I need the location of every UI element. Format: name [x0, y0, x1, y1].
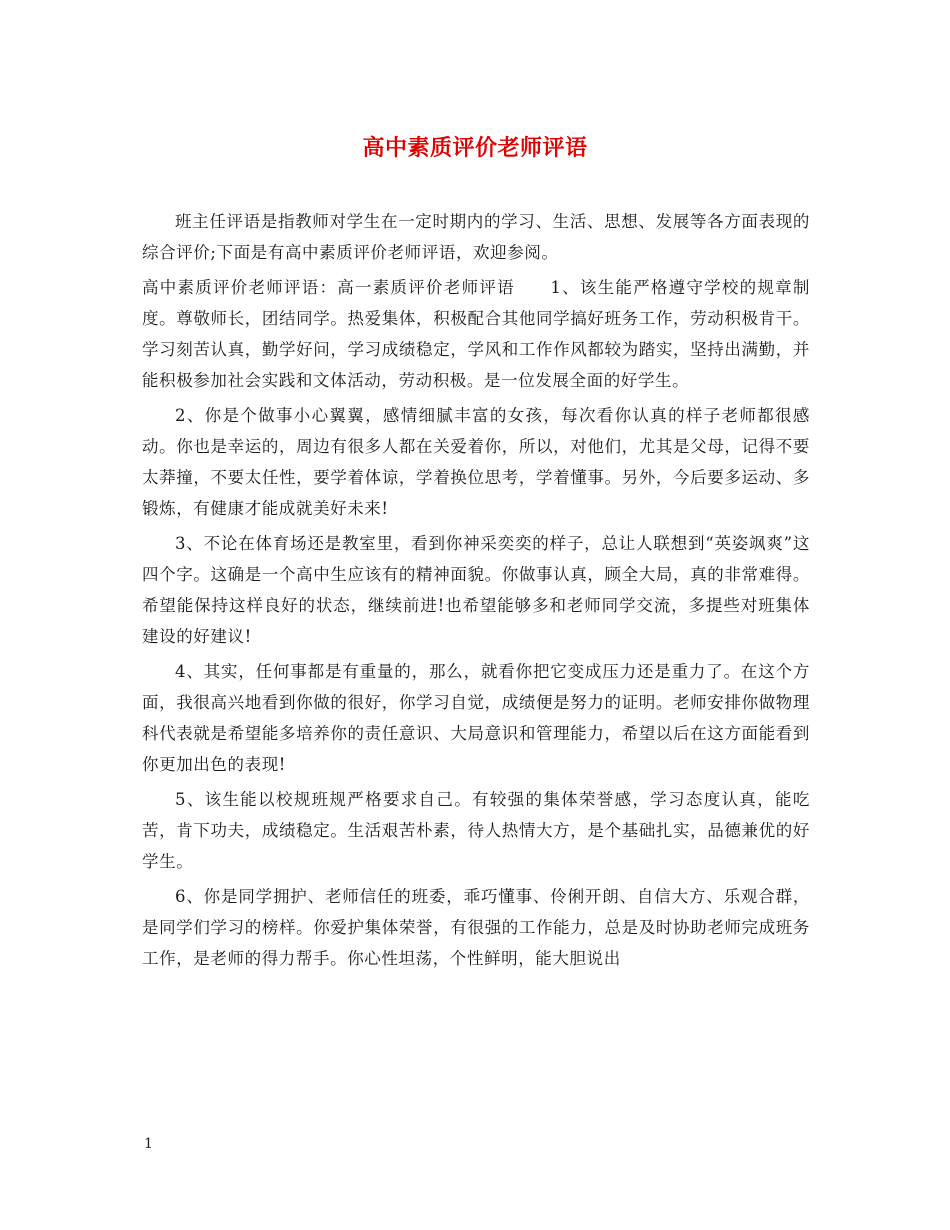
- paragraph-comment-5: 5、该生能以校规班规严格要求自己。有较强的集体荣誉感，学习态度认真，能吃苦，肯下功夫，成绩稳定。生活艰苦朴素，待人热情大方，是个基础扎实，品德兼优的好学生。: [142, 790, 810, 871]
- paragraph-intro: 班主任评语是指教师对学生在一定时期内的学习、生活、思想、发展等各方面表现的综合评价;下面是有高中素质评价老师评语，欢迎参阅。: [142, 212, 810, 262]
- paragraph-comment-6: 6、你是同学拥护、老师信任的班委，乖巧懂事、伶俐开朗、自信大方、乐观合群，是同学们学习的榜样。你爱护集体荣誉，有很强的工作能力，总是及时协助老师完成班务工作，是老师的得力帮手。你心性坦荡，个性鲜明，能大胆说出: [142, 887, 810, 968]
- paragraph-comment-2: 2、你是个做事小心翼翼，感情细腻丰富的女孩，每次看你认真的样子老师都很感动。你也是幸运的，周边有很多人都在关爱着你，所以，对他们，尤其是父母，记得不要太莽撞，不要太任性，要学着体谅，学着换位思考，学着懂事。另外，今后要多运动、多锻炼，有健康才能成就美好未来!: [142, 406, 810, 518]
- paragraph-comment-4: 4、其实，任何事都是有重量的，那么，就看你把它变成压力还是重力了。在这个方面，我很高兴地看到你做的很好，你学习自觉，成绩便是努力的证明。老师安排你做物理科代表就是希望能多培养你的责任意识、大局意识和管理能力，希望以后在这方面能看到你更加出色的表现!: [142, 662, 810, 774]
- document-title: 高中素质评价老师评语: [362, 135, 588, 161]
- page-number: 1: [144, 1136, 153, 1152]
- paragraph-comment-1: 高中素质评价老师评语：高一素质评价老师评语 1、该生能严格遵守学校的规章制度。尊敬师长，团结同学。热爱集体，积极配合其他同学搞好班务工作，劳动积极肯干。学习刻苦认真，勤学好问，学习成绩稳定，学风和工作作风都较为踏实，坚持出满勤，并能积极参加社会实践和文体活动，劳动积极。是一位发展全面的好学生。: [142, 278, 810, 390]
- paragraph-comment-3: 3、不论在体育场还是教室里，看到你神采奕奕的样子，总让人联想到“英姿飒爽”这四个字。这确是一个高中生应该有的精神面貌。你做事认真，顾全大局，真的非常难得。希望能保持这样良好的状态，继续前进!也希望能够多和老师同学交流，多提些对班集体建设的好建议!: [142, 534, 810, 646]
- document-body: [142, 206, 810, 978]
